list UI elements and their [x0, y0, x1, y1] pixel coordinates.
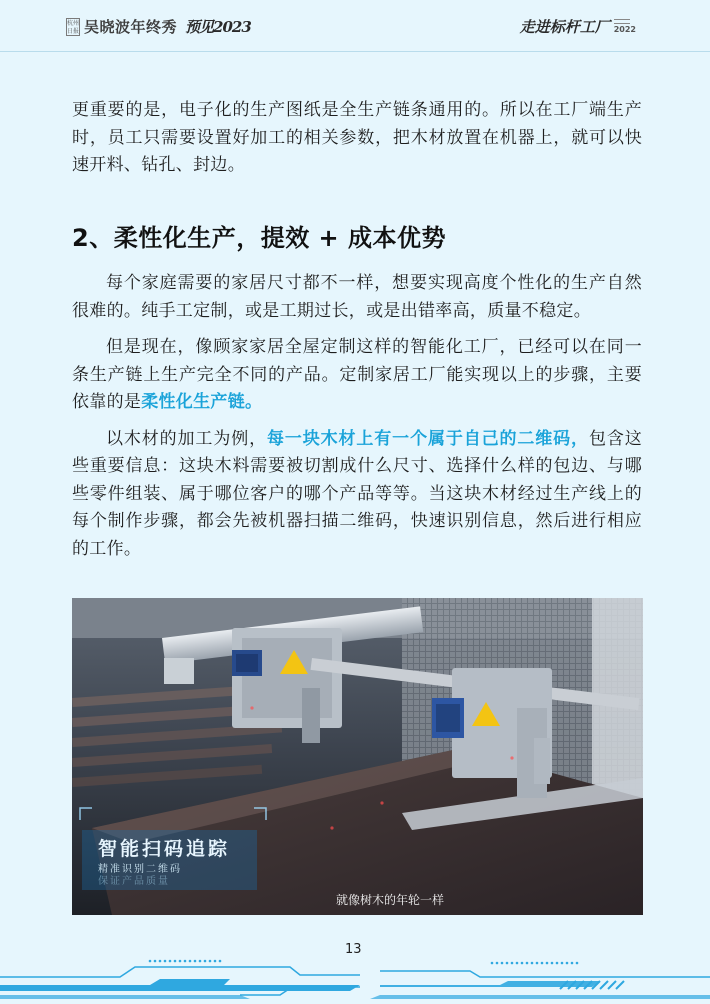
factory-photo [72, 598, 643, 915]
intro-block [72, 97, 642, 180]
page-number: 13 [345, 942, 362, 957]
header-year: 2022 [613, 25, 636, 34]
header-slogan: 预见2023 [185, 18, 251, 36]
photo-caption-title: 智能扫码追踪 [98, 838, 231, 860]
photo-caption-subtitle-2: 保证产品质量 [98, 876, 170, 887]
header-year-decoration [614, 19, 630, 24]
paragraph-1: 每个家庭需要的家居尺寸都不一样，想要实现高度个性化的生产自然很难的。纯手工定制，或是工期过长，或是出错率高，质量不稳定。 [72, 273, 642, 321]
video-subtitle: 就像树木的年轮一样 [336, 893, 445, 907]
header-series-block [520, 16, 636, 37]
logo-icon: 杭州日报 [67, 19, 80, 35]
photo-caption-subtitle: 精准识别二维码 [98, 864, 182, 875]
paragraph-2: 但是现在，像顾家家居全屋定制这样的智能化工厂，已经可以在同一条生产链上生产完全不同的产品。定制家居工厂能实现以上的步骤，主要依靠的是柔性化生产链。 [72, 337, 642, 412]
header-series: 走进标杆工厂 [519, 18, 610, 36]
paragraph-3: 以木材的加工为例，每一块木材上有一个属于自己的二维码，包含这些重要信息：这块木料需要被切割成什么尺寸、选择什么样的包边、与哪些零件组装、属于哪位客户的哪个产品等等。当这块木材经过生产线上的每个制作步骤，都会先被机器扫描二维码，快速识别信息，然后进行相应的工作。 [72, 428, 643, 559]
section-heading: 2、柔性化生产，提效 + 成本优势 [72, 224, 447, 252]
footer-decoration [0, 955, 710, 1004]
header-title: 吴晓波年终秀 [84, 18, 178, 36]
section-body [72, 270, 642, 563]
highlight-qr-code: 每一块木材上有一个属于自己的二维码， [266, 428, 589, 449]
header-brand [66, 16, 251, 37]
highlight-flexible-chain: 柔性化生产链。 [141, 392, 263, 412]
page-header [0, 0, 710, 52]
intro-paragraph: 更重要的是，电子化的生产图纸是全生产链条通用的。所以在工厂端生产时，员工只需要设置好加工的相关参数，把木材放置在机器上，就可以快速开料、钻孔、封边。 [72, 100, 642, 175]
